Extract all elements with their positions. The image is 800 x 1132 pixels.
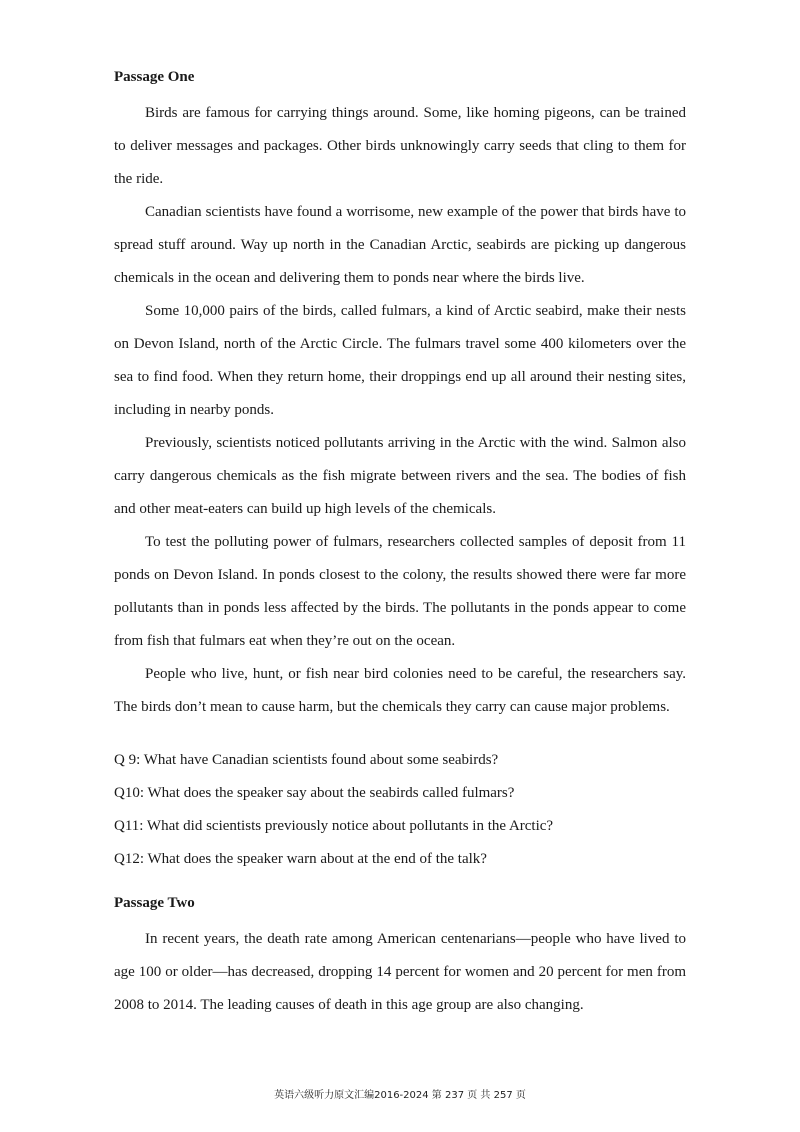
question-item: Q10: What does the speaker say about the seabirds called fulmars? — [114, 785, 515, 801]
passage-one — [114, 64, 686, 724]
paragraph: To test the polluting power of fulmars, researchers collected samples of deposit from 11 ponds on Devon Island. In ponds closest to the colony, the results showed there were far more pollutants than in ponds less affected by the birds. The pollutants in the ponds appear to come from fish that fulmars eat when they’re out on the ocean. — [114, 534, 686, 649]
question-item: Q12: What does the speaker warn about at the end of the talk? — [114, 851, 487, 867]
document-page — [114, 64, 686, 1022]
page-footer: 英语六级听力原文汇编2016-2024 第 237 页 共 257 页 — [274, 1090, 526, 1101]
paragraph: Some 10,000 pairs of the birds, called fulmars, a kind of Arctic seabird, make their nests on Devon Island, north of the Arctic Circle. The fulmars travel some 400 kilometers over the sea to find food. When they return home, their droppings end up all around their nesting sites, including in nearby ponds. — [114, 303, 686, 418]
passage-two-title: Passage Two — [114, 895, 195, 911]
passage-two — [114, 890, 686, 1022]
paragraph: Birds are famous for carrying things around. Some, like homing pigeons, can be trained to deliver messages and packages. Other birds unknowingly carry seeds that cling to them for the ride. — [114, 105, 686, 187]
question-list — [114, 744, 686, 876]
question-item: Q 9: What have Canadian scientists found about some seabirds? — [114, 752, 499, 768]
passage-one-title: Passage One — [114, 69, 195, 85]
paragraph: People who live, hunt, or fish near bird colonies need to be careful, the researchers say. The birds don’t mean to cause harm, but the chemicals they carry can cause major problems. — [114, 666, 686, 715]
question-item: Q11: What did scientists previously notice about pollutants in the Arctic? — [114, 818, 554, 834]
paragraph: In recent years, the death rate among American centenarians—people who have lived to age 100 or older—has decreased, dropping 14 percent for women and 20 percent for men from 2008 to 2014. The leading causes of death in this age group are also changing. — [114, 931, 686, 1013]
paragraph: Previously, scientists noticed pollutants arriving in the Arctic with the wind. Salmon also carry dangerous chemicals as the fish migrate between rivers and the sea. The bodies of fish and other meat-eaters can build up high levels of the chemicals. — [114, 435, 686, 517]
paragraph: Canadian scientists have found a worrisome, new example of the power that birds have to spread stuff around. Way up north in the Canadian Arctic, seabirds are picking up dangerous chemicals in the ocean and delivering them to ponds near where the birds live. — [114, 204, 686, 286]
